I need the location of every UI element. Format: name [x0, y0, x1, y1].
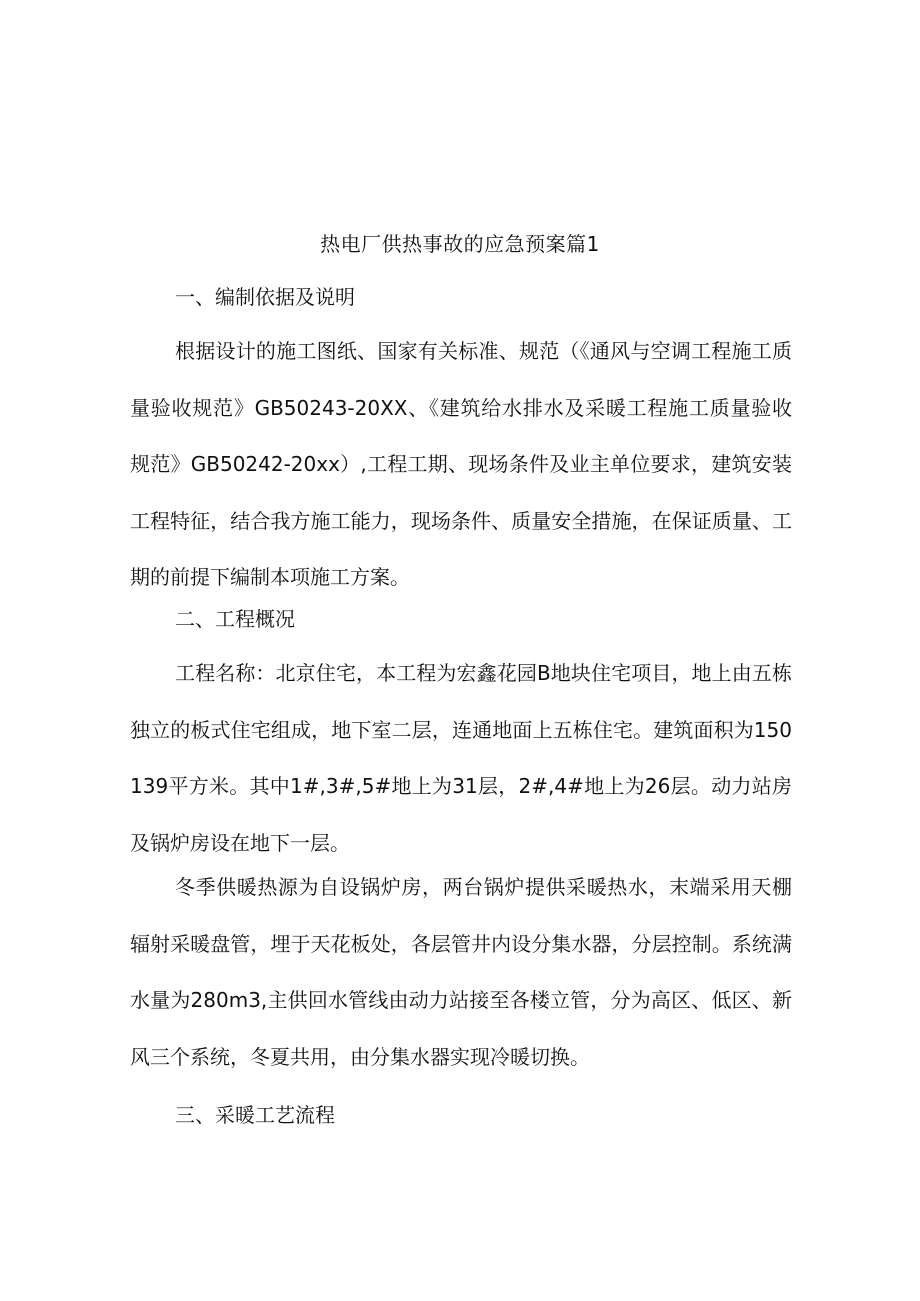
section-2-paragraph-2: 冬季供暖热源为自设锅炉房，两台锅炉提供采暖热水，末端采用天棚辐射采暖盘管，埋于天花板处，各层管井内设分集水器，分层控制。系统满水量为280m3,主供回水管线由动力站接至各楼立管，分为高区、低区、新风三个系统，冬夏共用，由分集水器实现冷暖切换。: [130, 875, 792, 1069]
section-heading-3: 三、采暖工艺流程: [175, 1103, 335, 1127]
section-heading-2: 二、工程概况: [175, 607, 295, 631]
section-1-paragraph-1: 根据设计的施工图纸、国家有关标准、规范（《通风与空调工程施工质量验收规范》GB50243-20XX、《建筑给水排水及采暖工程施工质量验收规范》GB50242-20xx）,工程工期、现场条件及业主单位要求，建筑安装工程特征，结合我方施工能力，现场条件、质量安全措施，在保证质量、工期的前提下编制本项施工方案。: [130, 339, 792, 589]
document-title: 热电厂供热事故的应急预案篇1: [320, 232, 600, 256]
section-heading-1: 一、编制依据及说明: [175, 285, 355, 309]
section-2-paragraph-1: 工程名称：北京住宅，本工程为宏鑫花园B地块住宅项目，地上由五栋独立的板式住宅组成，地下室二层，连通地面上五栋住宅。建筑面积为150139平方米。其中1#,3#,5#地上为31层，2#,4#地上为26层。动力站房及锅炉房设在地下一层。: [130, 661, 792, 855]
